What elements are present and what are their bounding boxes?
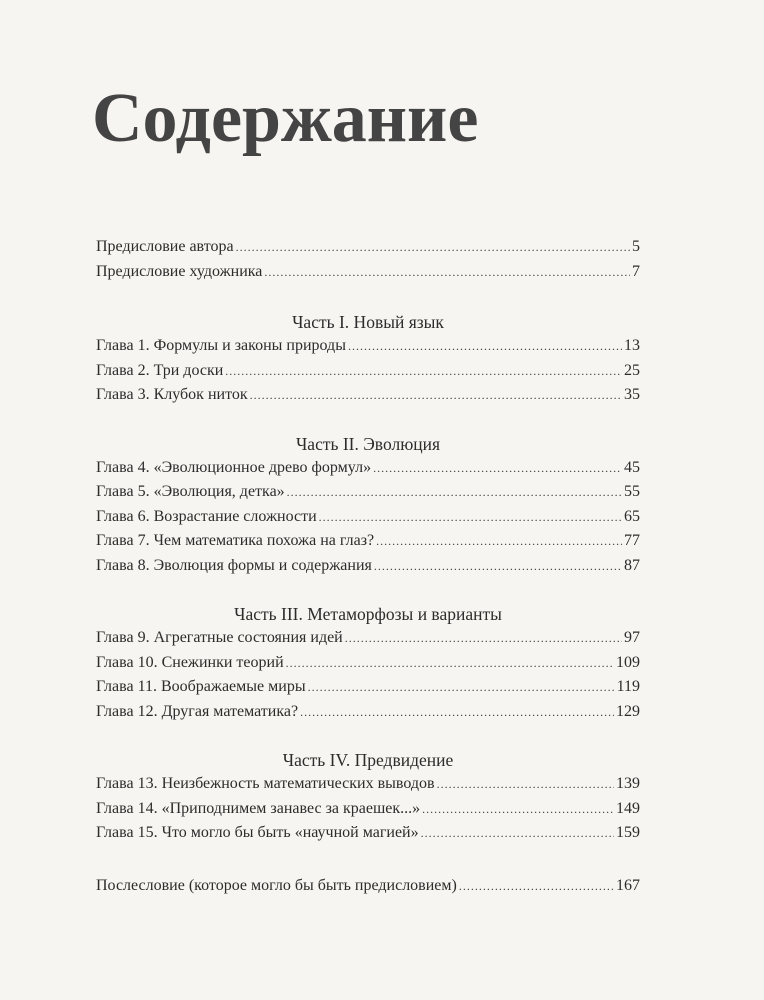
toc-entry-page: 139 [616,775,640,792]
dot-leader [250,383,622,408]
dot-leader [225,359,622,384]
toc-entry-label: Глава 8. Эволюция формы и содержания [96,556,372,574]
part-heading: Часть II. Эволюция [295,433,441,454]
toc-entry-chapter[interactable] [96,456,640,481]
toc-entry-label: Предисловие художника [96,262,263,280]
dot-leader [308,675,615,700]
toc-entry-chapter[interactable] [96,675,640,700]
toc-entry-afterword[interactable] [96,874,640,899]
toc-entry-chapter[interactable] [96,505,640,530]
toc-entry-artist-preface[interactable] [96,260,640,285]
toc-entry-page: 25 [624,361,640,379]
toc-entry-page: 87 [624,556,640,574]
dot-leader [345,626,622,651]
toc-entry-label: Глава 12. Другая математика? [96,702,299,720]
toc-entry-page: 45 [624,458,640,476]
dot-leader [421,821,614,846]
toc-entry-chapter[interactable] [96,334,640,359]
toc-entry-label: Глава 15. Что могло бы быть «научной магией» [96,824,419,841]
toc-entry-chapter[interactable] [96,480,640,505]
dot-leader [376,529,622,554]
dot-leader [236,235,630,260]
dot-leader [437,772,614,797]
toc-entry-label: Послесловие (которое могло бы быть предисловием) [96,876,457,894]
toc-entry-page: 97 [624,629,640,646]
toc-entry-page: 129 [616,702,640,720]
page-title: Содержание [92,80,479,157]
toc-entry-label: Глава 4. «Эволюционное древо формул» [96,458,372,476]
dot-leader [374,554,622,579]
dot-leader [422,797,614,822]
toc-entry-label: Глава 7. Чем математика похожа на глаз? [96,532,375,549]
toc-entry-chapter[interactable] [96,383,640,408]
toc-entry-label: Глава 10. Снежинки теорий [96,653,284,671]
part-heading: Часть III. Метаморфозы и варианты [234,604,502,624]
toc-entry-chapter[interactable] [96,529,640,554]
toc-entry-chapter[interactable] [96,797,640,822]
toc-entry-page: 109 [616,653,640,671]
toc-entry-page: 77 [624,532,640,549]
toc-entry-chapter[interactable] [96,821,640,846]
toc-entry-page: 5 [632,238,640,255]
part-heading: Часть IV. Предвидение [282,750,454,770]
dot-leader [300,700,614,725]
dot-leader [348,334,622,359]
toc-entry-page: 159 [616,824,640,841]
toc-entry-page: 35 [624,386,640,403]
toc-entry-label: Глава 9. Агрегатные состояния идей [96,629,343,646]
toc-entry-page: 13 [624,337,640,354]
toc-entry-chapter[interactable] [96,626,640,651]
toc-entry-chapter[interactable] [96,651,640,676]
toc-entry-chapter[interactable] [96,554,640,579]
dot-leader [459,874,614,899]
toc-entry-label: Глава 13. Неизбежность математических выводов [96,775,435,792]
toc-entry-label: Глава 2. Три доски [96,361,224,379]
dot-leader [264,260,630,285]
toc-entry-chapter[interactable] [96,700,640,725]
toc-entry-page: 7 [632,262,640,280]
toc-entry-label: Глава 14. «Приподнимем занавес за краешек...» [96,799,421,817]
dot-leader [319,505,622,530]
toc-entry-page: 149 [616,799,640,817]
toc-entry-label: Глава 1. Формулы и законы природы [96,337,346,354]
toc-entry-page: 65 [624,507,640,525]
toc-entry-label: Глава 5. «Эволюция, детка» [96,483,285,500]
toc-entry-page: 55 [624,483,640,500]
toc-entry-label: Глава 3. Клубок ниток [96,386,248,403]
dot-leader [373,456,622,481]
part-heading: Часть I. Новый язык [292,312,444,332]
dot-leader [286,651,614,676]
toc-entry-label: Предисловие автора [96,238,234,255]
toc-entry-page: 167 [616,876,640,894]
toc-entry-label: Глава 11. Воображаемые миры [96,678,306,695]
toc-entry-page: 119 [616,678,640,695]
toc-entry-author-preface[interactable] [96,235,640,260]
toc-entry-chapter[interactable] [96,359,640,384]
dot-leader [287,480,622,505]
table-of-contents [96,235,640,898]
toc-entry-chapter[interactable] [96,772,640,797]
toc-entry-label: Глава 6. Возрастание сложности [96,507,317,525]
